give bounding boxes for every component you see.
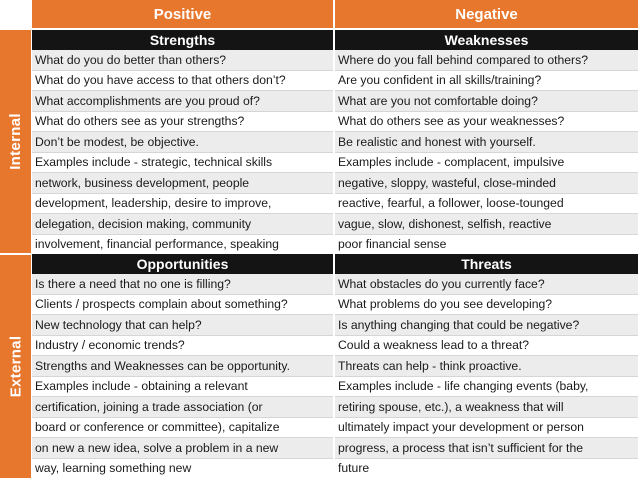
table-row: poor financial sense xyxy=(335,235,638,256)
table-row: delegation, decision making, community xyxy=(32,214,333,235)
opportunities-title: Opportunities xyxy=(32,254,333,274)
opportunities-quadrant xyxy=(32,254,333,478)
table-row: Examples include - complacent, impulsive xyxy=(335,153,638,174)
table-row: board or conference or committee), capitalize xyxy=(32,418,333,439)
opportunities-rows xyxy=(32,274,333,478)
table-row: Be realistic and honest with yourself. xyxy=(335,132,638,153)
table-row: Are you confident in all skills/training? xyxy=(335,71,638,92)
table-row: on new a new idea, solve a problem in a new xyxy=(32,438,333,459)
table-row: New technology that can help? xyxy=(32,315,333,336)
table-row: progress, a process that isn’t sufficient for the xyxy=(335,438,638,459)
table-row: What are you not comfortable doing? xyxy=(335,91,638,112)
external-label: External xyxy=(0,255,31,478)
table-row: What do others see as your weaknesses? xyxy=(335,112,638,133)
strengths-title: Strengths xyxy=(32,30,333,50)
threats-rows xyxy=(335,274,638,478)
column-divider xyxy=(333,0,335,478)
table-row: Is anything changing that could be negative? xyxy=(335,315,638,336)
negative-header: Negative xyxy=(335,0,638,28)
table-row: What do you do better than others? xyxy=(32,50,333,71)
table-row: Strengths and Weaknesses can be opportunity. xyxy=(32,356,333,377)
table-row: way, learning something new xyxy=(32,459,333,478)
table-row: reactive, fearful, a follower, loose-tounged xyxy=(335,194,638,215)
table-row: What do you have access to that others don’t? xyxy=(32,71,333,92)
table-row: Where do you fall behind compared to others? xyxy=(335,50,638,71)
table-row: What do others see as your strengths? xyxy=(32,112,333,133)
table-row: Examples include - obtaining a relevant xyxy=(32,377,333,398)
table-row: Threats can help - think proactive. xyxy=(335,356,638,377)
positive-header: Positive xyxy=(32,0,333,28)
weaknesses-quadrant xyxy=(335,30,638,255)
table-row: future xyxy=(335,459,638,478)
table-row: development, leadership, desire to improve, xyxy=(32,194,333,215)
table-row: What problems do you see developing? xyxy=(335,295,638,316)
table-row: Examples include - strategic, technical skills xyxy=(32,153,333,174)
weaknesses-title: Weaknesses xyxy=(335,30,638,50)
threats-quadrant xyxy=(335,254,638,478)
table-row: ultimately impact your development or person xyxy=(335,418,638,439)
table-row: Clients / prospects complain about something? xyxy=(32,295,333,316)
weaknesses-rows xyxy=(335,50,638,255)
threats-title: Threats xyxy=(335,254,638,274)
table-row: Is there a need that no one is filling? xyxy=(32,274,333,295)
table-row: vague, slow, dishonest, selfish, reactive xyxy=(335,214,638,235)
table-row: certification, joining a trade association (or xyxy=(32,397,333,418)
table-row: What obstacles do you currently face? xyxy=(335,274,638,295)
table-row: What accomplishments are you proud of? xyxy=(32,91,333,112)
strengths-quadrant xyxy=(32,30,333,255)
internal-label: Internal xyxy=(0,30,31,253)
table-row: Could a weakness lead to a threat? xyxy=(335,336,638,357)
table-row: Don’t be modest, be objective. xyxy=(32,132,333,153)
table-row: negative, sloppy, wasteful, close-minded xyxy=(335,173,638,194)
table-row: retiring spouse, etc.), a weakness that will xyxy=(335,397,638,418)
table-row: Examples include - life changing events (baby, xyxy=(335,377,638,398)
table-row: involvement, financial performance, speaking xyxy=(32,235,333,256)
table-row: network, business development, people xyxy=(32,173,333,194)
strengths-rows xyxy=(32,50,333,255)
table-row: Industry / economic trends? xyxy=(32,336,333,357)
